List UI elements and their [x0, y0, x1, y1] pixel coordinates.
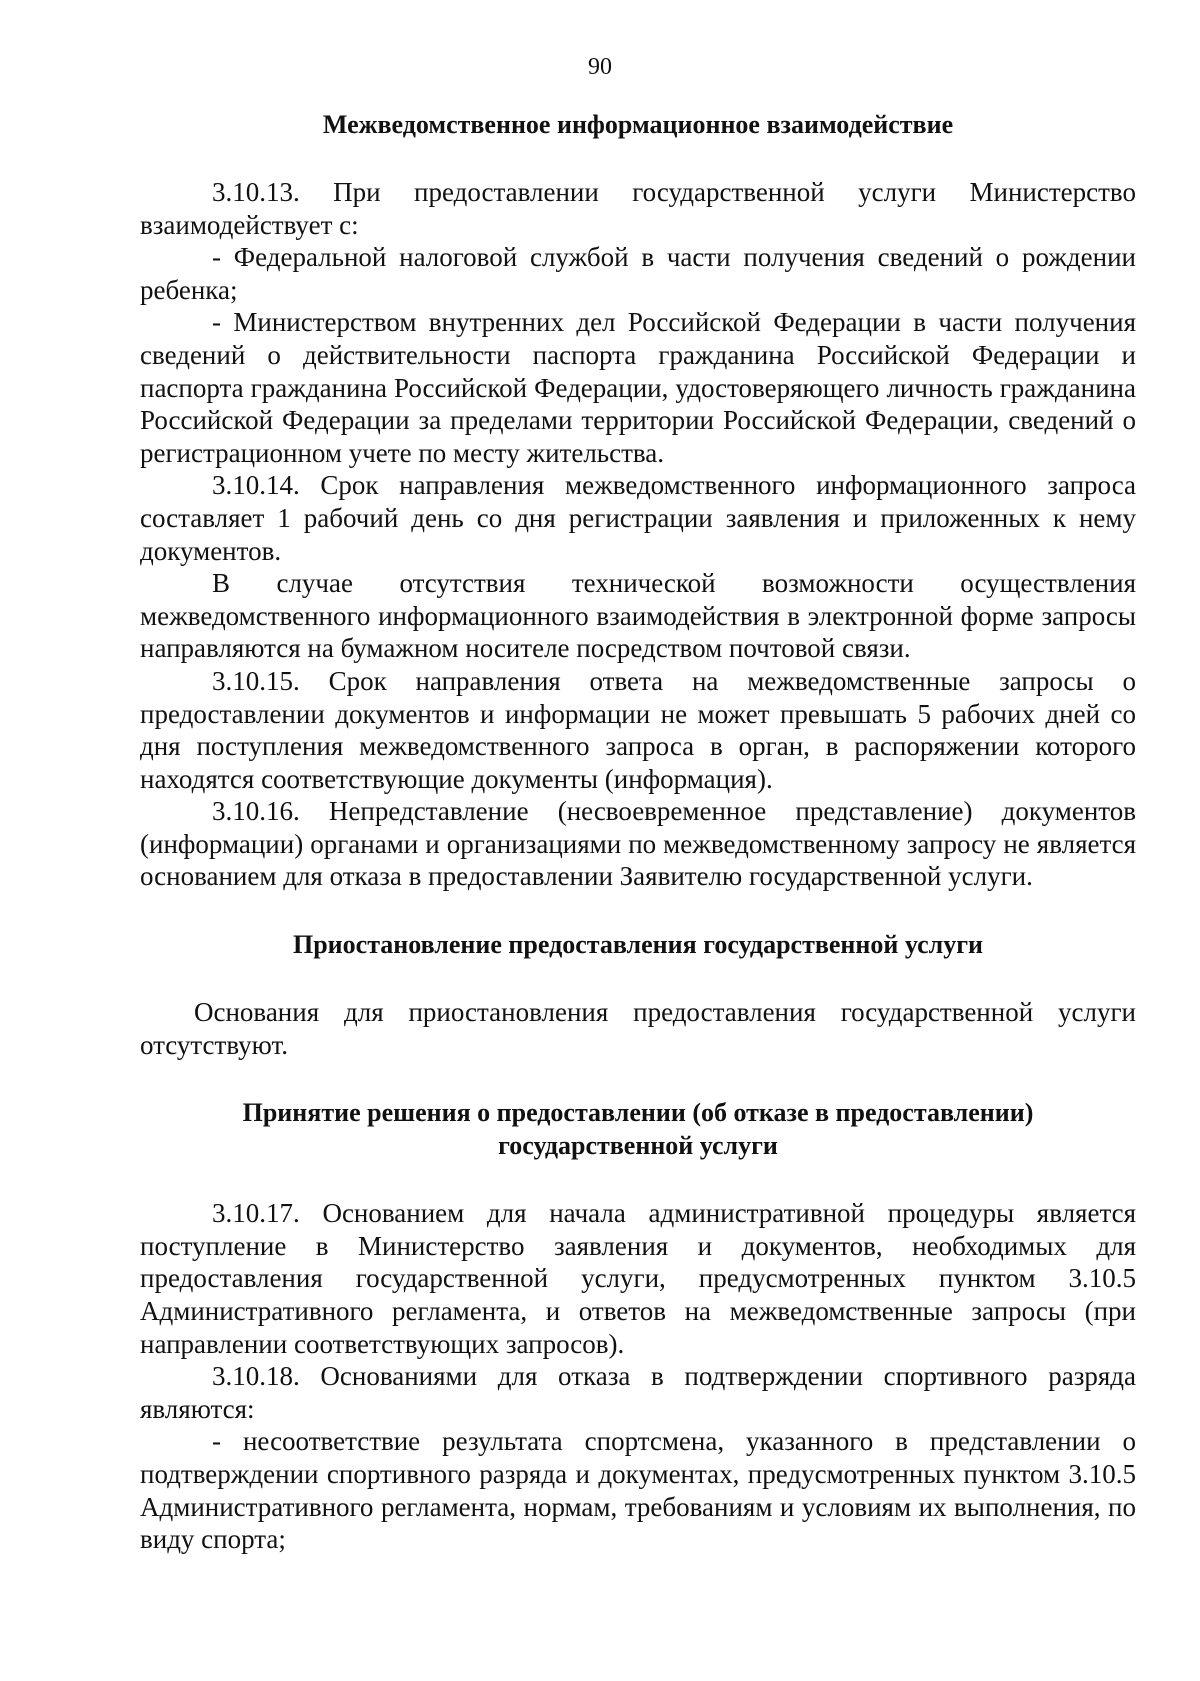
paragraph-list-item: - Министерством внутренних дел Российской Федерации в части получения сведений о действительности паспорта гражданина Российской Федерации и паспорта гражданина Российской Федерации, удостоверяющего личность гражданина Российской Федерации за пределами территории Российской Федерации, сведений о регистрационном учете по месту жительства. — [140, 307, 1136, 468]
paragraph-suspension-grounds: Основания для приостановления предоставления государственной услуги отсутствуют. — [140, 997, 1136, 1060]
paragraph-3-10-16: 3.10.16. Непредставление (несвоевременное представление) документов (информации) органами и организациями по межведомственному запросу не является основанием для отказа в предоставлении Заявителю государственной услуги. — [140, 796, 1136, 892]
section-heading-decision-line1: Принятие решения о предоставлении (об отказе в предоставлении) — [242, 1098, 1034, 1128]
section-heading-decision-line2: государственной услуги — [498, 1131, 778, 1161]
paragraph-3-10-14: 3.10.14. Срок направления межведомственного информационного запроса составляет 1 рабочий день со дня регистрации заявления и приложенных к нему документов. — [140, 470, 1136, 566]
paragraph-3-10-13: 3.10.13. При предоставлении государственной услуги Министерство взаимодействует с: — [140, 177, 1136, 240]
paragraph-list-item: - несоответствие результата спортсмена, указанного в представлении о подтверждении спортивного разряда и документах, предусмотренных пунктом 3.10.5 Административного регламента, нормам, требованиям и условиям их выполнения, по виду спорта; — [140, 1426, 1136, 1555]
paragraph-list-item: - Федеральной налоговой службой в части получения сведений о рождении ребенка; — [140, 242, 1136, 305]
paragraph-3-10-15: 3.10.15. Срок направления ответа на межведомственные запросы о предоставлении документов и информации не может превышать 5 рабочих дней со дня поступления межведомственного запроса в орган, в распоряжении которого находятся соответствующие документы (информация). — [140, 665, 1136, 794]
document-body — [140, 108, 1136, 1556]
paragraph-3-10-18: 3.10.18. Основаниями для отказа в подтверждении спортивного разряда являются: — [140, 1361, 1136, 1424]
page-number: 90 — [588, 54, 612, 80]
paragraph-3-10-17: 3.10.17. Основанием для начала административной процедуры является поступление в Министерство заявления и документов, необходимых для предоставления государственной услуги, предусмотренных пунктом 3.10.5 Административного регламента, и ответов на межведомственные запросы (при направлении соответствующих запросов). — [140, 1198, 1136, 1359]
section-heading-interagency: Межведомственное информационное взаимодействие — [322, 110, 954, 139]
paragraph: В случае отсутствия технической возможности осуществления межведомственного информационного взаимодействия в электронной форме запросы направляются на бумажном носителе посредством почтовой связи. — [140, 568, 1136, 664]
section-heading-suspension: Приостановление предоставления государственной услуги — [292, 930, 983, 960]
